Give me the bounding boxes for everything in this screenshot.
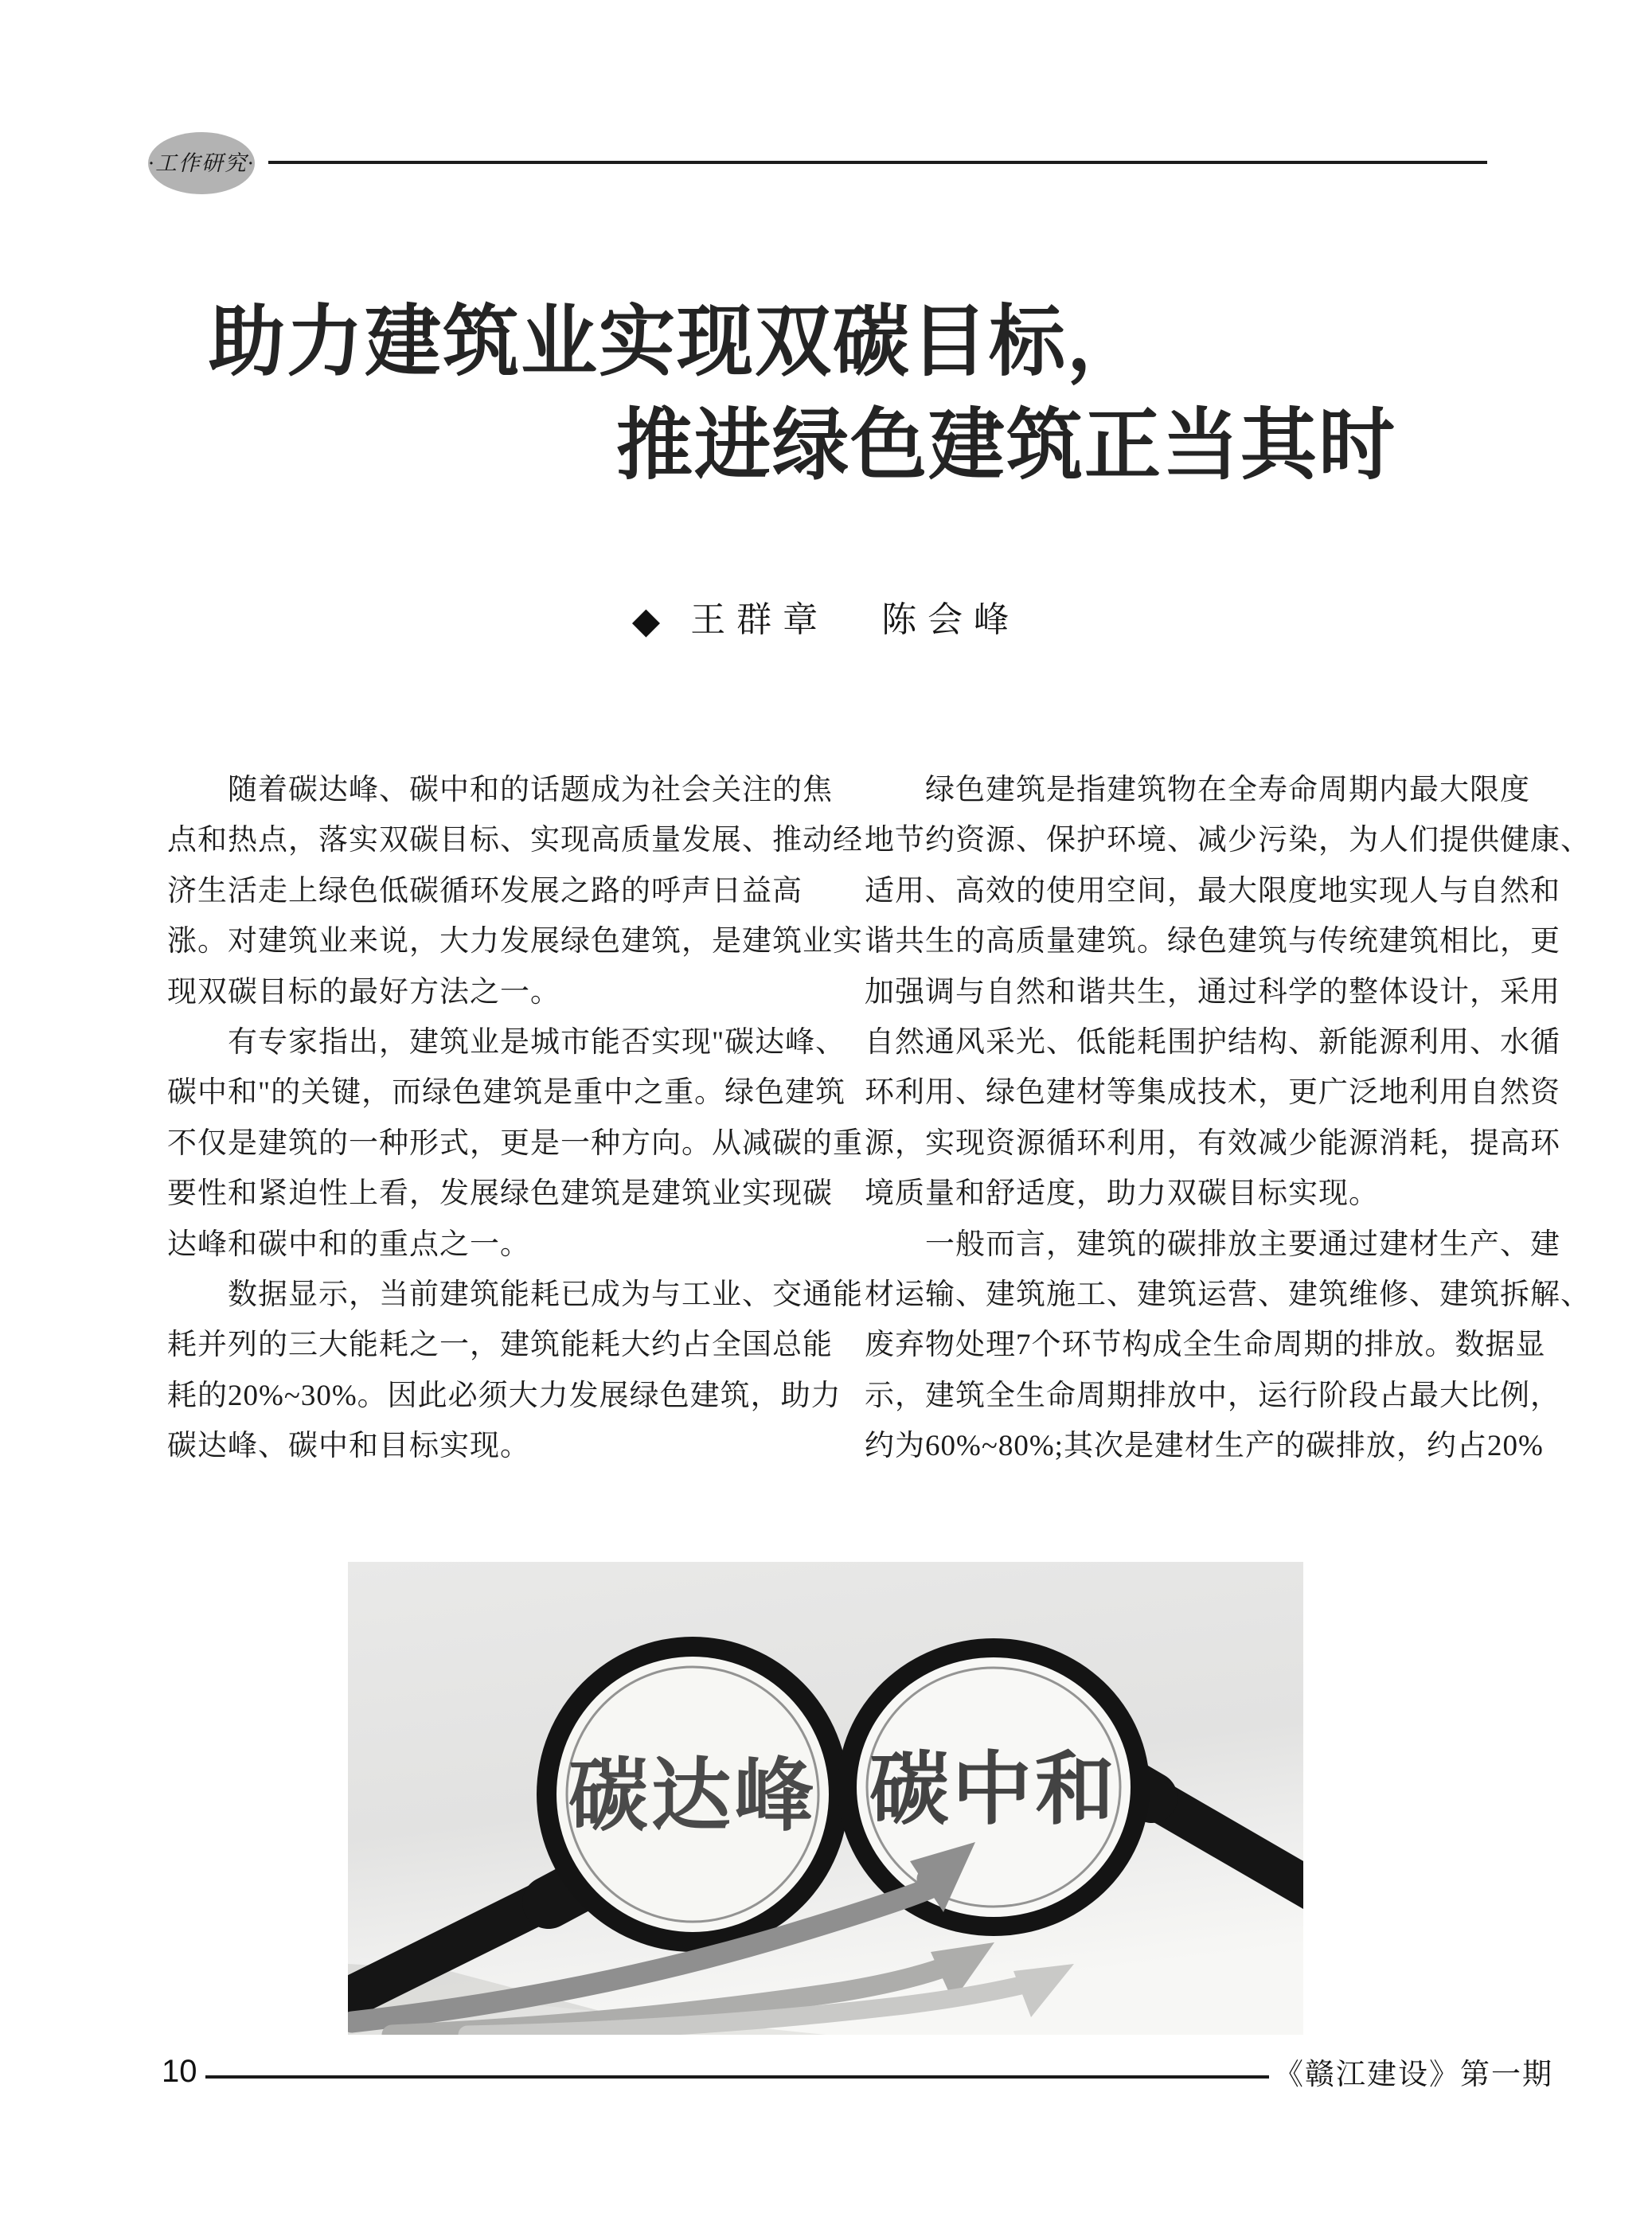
text-line: 涨。对建筑业来说，大力发展绿色建筑，是建筑业实 [167, 925, 863, 958]
body-column-left [167, 765, 863, 1471]
text-line: 自然通风采光、低能耗围护结构、新能源利用、水循 [865, 1025, 1560, 1059]
section-badge-label: ·工作研究· [148, 150, 255, 175]
text-line: 废弃物处理7个环节构成全生命周期的排放。数据显 [865, 1329, 1546, 1362]
text-line: 谐共生的高质量建筑。绿色建筑与传统建筑相比，更 [865, 925, 1560, 958]
article-title-line-1: 助力建筑业实现双碳目标， [209, 298, 1145, 386]
text-line: 约为60%~80%;其次是建材生产的碳排放，约占20% [865, 1430, 1544, 1463]
text-line: 碳达峰、碳中和目标实现。 [167, 1430, 530, 1463]
lens-label-carbon-neutral: 碳中和 [869, 1745, 1118, 1834]
text-line: 济生活走上绿色低碳循环发展之路的呼声日益高 [167, 874, 803, 908]
text-line: 一般而言，建筑的碳排放主要通过建材生产、建 [865, 1228, 1560, 1261]
author-name-1: 王群章 [690, 600, 830, 639]
carbon-goals-photo [348, 1562, 1303, 2035]
header-rule [268, 161, 1487, 164]
author-line [0, 599, 1652, 642]
footer-rule [205, 2075, 1269, 2079]
text-line: 环利用、绿色建材等集成技术，更广泛地利用自然资 [865, 1076, 1560, 1110]
text-line: 点和热点，落实双碳目标、实现高质量发展、推动经 [167, 824, 863, 857]
author-name-2: 陈会峰 [881, 600, 1021, 639]
diamond-icon: ◆ [631, 600, 661, 641]
text-line: 耗的20%~30%。因此必须大力发展绿色建筑，助力 [167, 1379, 842, 1412]
text-line: 材运输、建筑施工、建筑运营、建筑维修、建筑拆解、 [865, 1278, 1591, 1311]
photo-canvas [348, 1562, 1303, 2035]
text-line: 耗并列的三大能耗之一，建筑能耗大约占全国总能 [167, 1329, 833, 1362]
text-line: 加强调与自然和谐共生，通过科学的整体设计，采用 [865, 975, 1560, 1009]
body-column-right [865, 765, 1591, 1471]
text-line: 数据显示，当前建筑能耗已成为与工业、交通能 [167, 1278, 863, 1311]
text-line: 绿色建筑是指建筑物在全寿命周期内最大限度 [865, 774, 1530, 806]
text-line: 要性和紧迫性上看，发展绿色建筑是建筑业实现碳 [167, 1177, 833, 1211]
text-line: 不仅是建筑的一种形式，更是一种方向。从减碳的重 [167, 1126, 863, 1160]
text-line: 地节约资源、保护环境、减少污染，为人们提供健康、 [865, 824, 1591, 857]
text-line: 适用、高效的使用空间，最大限度地实现人与自然和 [865, 874, 1560, 908]
text-line: 现双碳目标的最好方法之一。 [167, 975, 560, 1009]
lens-label-carbon-peak: 碳达峰 [568, 1751, 817, 1841]
text-line: 碳中和"的关键，而绿色建筑是重中之重。绿色建筑 [167, 1076, 846, 1110]
article-title-line-2: 推进绿色建筑正当其时 [616, 401, 1396, 490]
journal-issue-label: 《赣江建设》第一期 [1274, 2059, 1553, 2091]
page-number: 10 [162, 2054, 197, 2089]
text-line: 境质量和舒适度，助力双碳目标实现。 [865, 1177, 1379, 1211]
text-line: 达峰和碳中和的重点之一。 [167, 1228, 530, 1261]
text-line: 源，实现资源循环利用，有效减少能源消耗，提高环 [865, 1126, 1560, 1160]
text-line: 随着碳达峰、碳中和的话题成为社会关注的焦 [167, 774, 833, 806]
section-badge [148, 132, 255, 194]
text-line: 示，建筑全生命周期排放中，运行阶段占最大比例， [865, 1379, 1560, 1412]
text-line: 有专家指出，建筑业是城市能否实现"碳达峰、 [167, 1025, 846, 1059]
